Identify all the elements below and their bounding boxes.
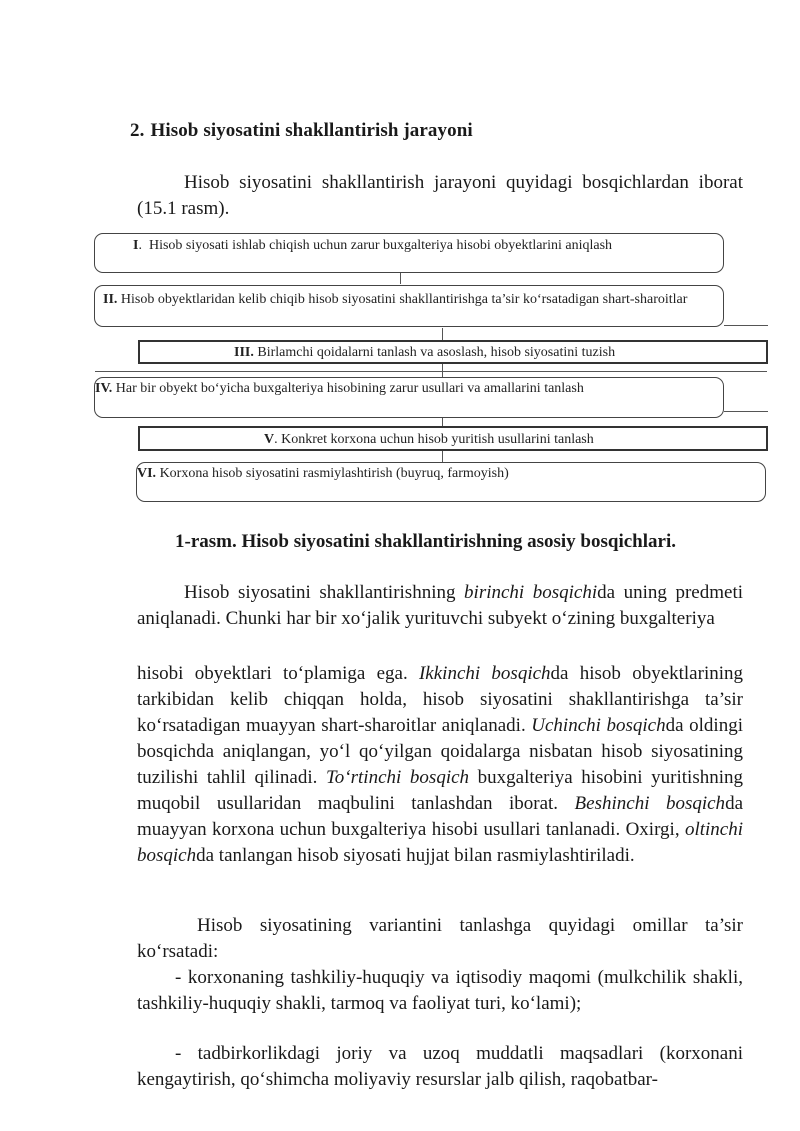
emphasis-run: Beshinchi bosqich xyxy=(574,793,726,814)
step-text: Korxona hisob siyosatini rasmiylashtirish (buyruq, farmoyish) xyxy=(159,466,509,481)
connector-line xyxy=(442,364,443,377)
emphasis-run: Uchinchi bosqich xyxy=(531,715,666,736)
step-text: Har bir obyekt bo‘yicha buxgalteriya hisobining zarur usullari va amallarini tanlash xyxy=(115,381,584,396)
body-paragraph-3: Hisob siyosatining variantini tanlashga quyidagi omillar ta’sir ko‘rsatadi: xyxy=(137,915,743,962)
emphasis-run: birinchi bosqichi xyxy=(464,582,598,603)
step-numeral: V xyxy=(264,432,275,447)
emphasis-run: oltinchi bosqich xyxy=(137,819,743,866)
connector-line xyxy=(442,451,443,463)
text-run: da hisob obyektlarining tarkibidan kelib chiqqan holda, hisob siyosatini shakllantirishga ta’sir ko‘rsatadigan muayyan shart-sharoitlar aniqlanadi. xyxy=(137,663,743,736)
step-text: Hisob siyosati ishlab chiqish uchun zarur buxgalteriya hisobi obyektlarini aniqlash xyxy=(148,238,613,253)
connector-line xyxy=(442,417,443,426)
intro-paragraph: Hisob siyosatini shakllantirish jarayoni quyidagi bosqichlardan iborat (15.1 rasm). xyxy=(137,172,743,219)
bullet-item: - korxonaning tashkiliy-huquqiy va iqtisodiy maqomi (mulkchilik shakli, tashkiliy-huquqiy shakli, tarmoq va faoliyat turi, ko‘lami); xyxy=(137,967,743,1014)
flow-step-4 xyxy=(94,377,724,418)
section-title: Hisob siyosatini shakllantirish jarayoni xyxy=(150,120,473,141)
divider-line xyxy=(724,411,768,412)
text-run: Hisob siyosatini shakllantirishning xyxy=(184,582,465,603)
flow-step-1: I. Hisob siyosati ishlab chiqish uchun zarur buxgalteriya hisobi obyektlarini aniqlash xyxy=(94,233,724,273)
step-numeral: VI. xyxy=(137,466,157,481)
step-text: Hisob obyektlaridan kelib chiqib hisob siyosatini shakllantirishga ta’sir ko‘rsatadigan shart-sharoitlar xyxy=(120,292,688,307)
flow-step-6 xyxy=(136,462,766,502)
divider-line xyxy=(95,371,767,372)
text-run: da oldingi bosqichda aniqlangan, yo‘l qo‘yilgan qoidalarga nisbatan hisob siyosatining tuzilishi tahlil qilinadi. xyxy=(137,715,743,788)
body-paragraph-1 xyxy=(137,580,743,632)
body-paragraph-2 xyxy=(137,661,743,869)
text-run: da uning predmeti aniqlanadi. Chunki har bir xo‘jalik yurituvchi subyekt o‘zining buxgalteriya xyxy=(137,582,743,629)
step-text: Konkret korxona uchun hisob yuritish usullarini tanlash xyxy=(281,432,594,447)
emphasis-run: To‘rtinchi bosqich xyxy=(325,767,470,788)
step-numeral: III. xyxy=(234,345,254,360)
flow-step-3 xyxy=(138,340,768,364)
text-run: buxgalteriya hisobini yuritishning muqobil usullaridan maqbulini tanlashdan iborat. xyxy=(137,767,743,814)
flow-step-5: V. Konkret korxona uchun hisob yuritish usullarini tanlash xyxy=(138,426,768,451)
step-text: Birlamchi qoidalarni tanlash va asoslash, hisob siyosatini tuzish xyxy=(257,345,616,360)
divider-line xyxy=(724,325,768,326)
step-numeral: IV. xyxy=(95,381,113,396)
step-numeral: II. xyxy=(103,292,118,307)
text-run: da tanlangan hisob siyosati hujjat bilan rasmiylashtiriladi. xyxy=(196,845,635,866)
figure-caption: 1-rasm. Hisob siyosatini shakllantirishning asosiy bosqichlari. xyxy=(175,531,676,552)
text-run: hisobi obyektlari to‘plamiga ega. xyxy=(137,663,419,684)
step-numeral: I xyxy=(133,238,139,253)
bullet-item: - tadbirkorlikdagi joriy va uzoq muddatli maqsadlari (korxonani kengaytirish, qo‘shimcha moliyaviy resurslar jalb qilish, raqobatbar- xyxy=(137,1043,743,1090)
text-run: da muayyan korxona uchun buxgalteriya hisobi usullari tanlanadi. Oxirgi, xyxy=(137,793,743,840)
connector-line xyxy=(442,328,443,340)
emphasis-run: Ikkinchi bosqich xyxy=(418,663,551,684)
flow-step-2 xyxy=(94,285,724,327)
section-heading xyxy=(130,120,473,142)
section-number: 2. xyxy=(130,120,145,141)
connector-line xyxy=(400,272,401,284)
